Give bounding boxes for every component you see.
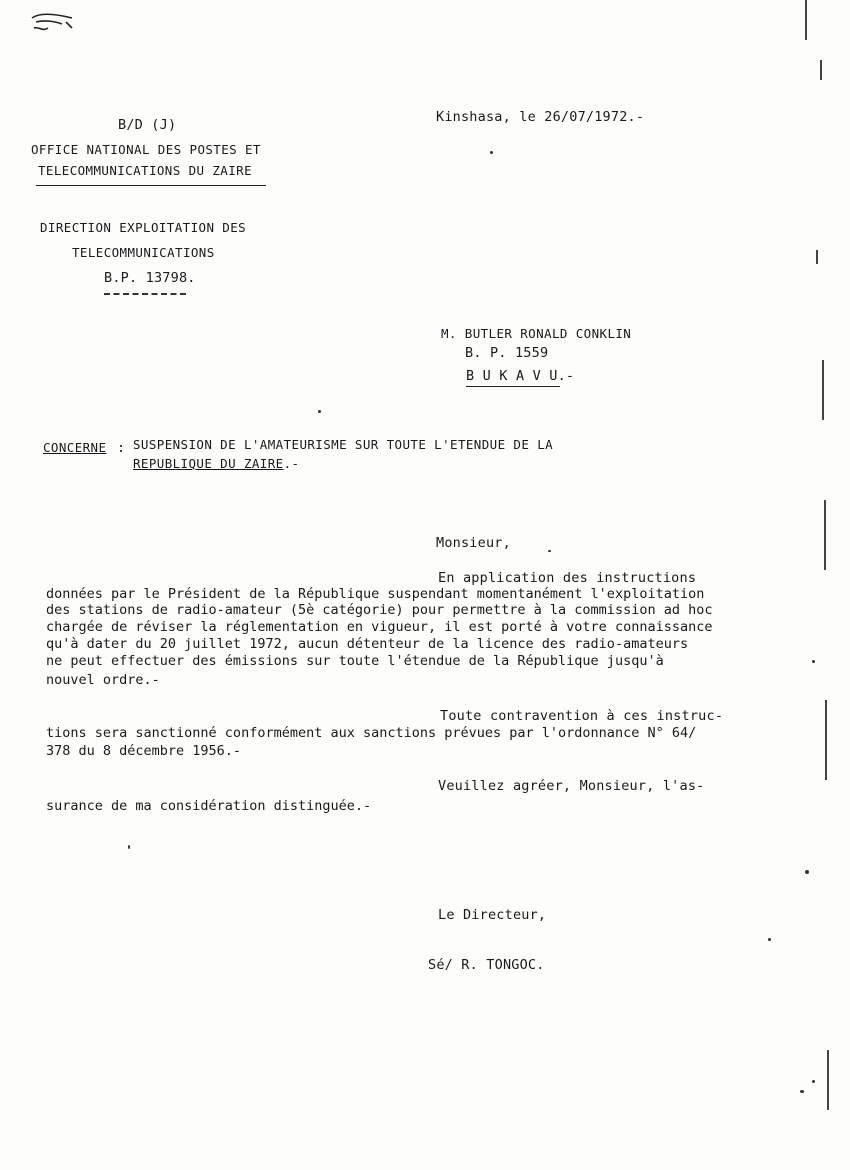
paragraph1-line: ne peut effectuer des émissions sur toute l'étendue de la République jusqu'à: [46, 653, 664, 669]
signatory-name: Sé/ R. TONGOC.: [428, 957, 545, 973]
recipient-city-underline: [466, 386, 560, 387]
salutation: Monsieur,: [436, 535, 511, 551]
speck: [318, 410, 321, 413]
page-edge-line: [822, 360, 824, 420]
page-edge-line: [820, 60, 822, 80]
office-name-line2: TELECOMMUNICATIONS DU ZAIRE: [38, 163, 252, 178]
corner-scribble-mark: [26, 8, 86, 38]
recipient-city: B U K A V U.-: [466, 368, 575, 384]
page-edge-line: [827, 1050, 829, 1110]
page-edge-line: [825, 700, 827, 780]
page-edge-line: [816, 250, 818, 264]
signatory-title: Le Directeur,: [438, 907, 547, 923]
office-underline: [36, 185, 266, 186]
office-name-line1: OFFICE NATIONAL DES POSTES ET: [31, 142, 261, 157]
speck: [812, 1080, 815, 1083]
po-box-dashed-rule: [104, 293, 186, 295]
direction-line2: TELECOMMUNICATIONS: [72, 245, 215, 260]
place-date: Kinshasa, le 26/07/1972.-: [436, 109, 645, 125]
paragraph2-line: 378 du 8 décembre 1956.-: [46, 743, 242, 759]
page-edge-line: [805, 0, 807, 40]
speck: [800, 1090, 804, 1093]
subject-separator: :: [117, 440, 126, 456]
paragraph1-first-line: En application des instructions: [438, 570, 697, 586]
sender-po-box: B.P. 13798.: [104, 270, 196, 286]
paragraph2-first-line: Toute contravention à ces instruc-: [440, 708, 724, 724]
recipient-name: M. BUTLER RONALD CONKLIN: [441, 326, 632, 341]
direction-line1: DIRECTION EXPLOITATION DES: [40, 220, 247, 235]
recipient-po-box: B. P. 1559: [465, 345, 549, 361]
paragraph1-line: des stations de radio-amateur (5è catégorie) pour permettre à la commission ad hoc: [46, 602, 713, 618]
subject-line2-suffix: .-: [283, 456, 300, 471]
paragraph1-line: qu'à dater du 20 juillet 1972, aucun détenteur de la licence des radio-amateurs: [46, 636, 689, 652]
paragraph1-line: chargée de réviser la réglementation en vigueur, il est porté à votre connaissance: [46, 619, 713, 635]
speck: [812, 660, 815, 663]
subject-label: CONCERNE: [43, 440, 107, 455]
page-edge-line: [824, 500, 826, 570]
speck: [768, 938, 771, 941]
paragraph1-line: nouvel ordre.-: [46, 672, 160, 688]
subject-line1: SUSPENSION DE L'AMATEURISME SUR TOUTE L'ETENDUE DE LA: [133, 437, 554, 452]
speck: [805, 870, 809, 874]
subject-line2: REPUBLIQUE DU ZAIRE: [133, 456, 284, 471]
paragraph2-line: tions sera sanctionné conformément aux sanctions prévues par l'ordonnance N° 64/: [46, 725, 697, 741]
speck: [490, 151, 493, 154]
subject-line2-wrapper: [133, 456, 299, 472]
closing-first-line: Veuillez agréer, Monsieur, l'as-: [438, 778, 705, 794]
reference-code: B/D (J): [118, 117, 177, 133]
speck: [128, 845, 130, 849]
speck: [548, 550, 551, 552]
paragraph1-line: données par le Président de la République suspendant momentanément l'exploitation: [46, 586, 705, 602]
closing-line: surance de ma considération distinguée.-: [46, 798, 372, 814]
